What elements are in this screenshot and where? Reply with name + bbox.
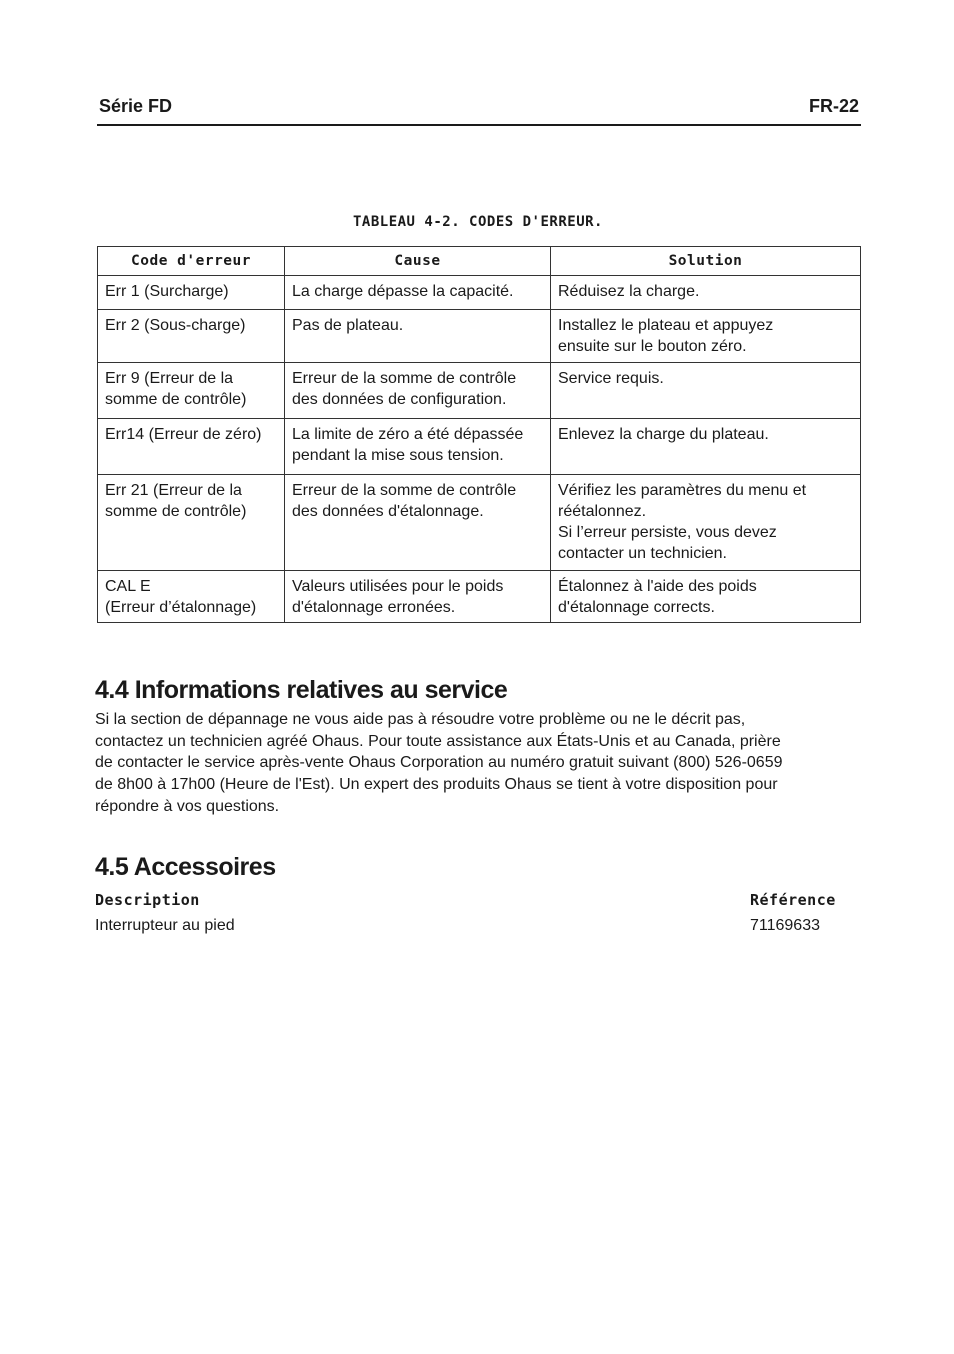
cell-line: Réduisez la charge.: [558, 283, 700, 300]
cell-line: somme de contrôle): [105, 391, 247, 408]
solution-cell: [551, 363, 861, 419]
paragraph-line: de 8h00 à 17h00 (Heure de l'Est). Un expert des produits Ohaus se tient à votre disposition pour: [95, 776, 778, 794]
table-row: [98, 571, 861, 623]
header-solution: Solution: [551, 247, 861, 276]
cell-line: Enlevez la charge du plateau.: [558, 426, 769, 443]
cell-line: Installez le plateau et appuyez: [558, 317, 774, 334]
error-code-cell: [98, 571, 285, 623]
cell-line: Erreur de la somme de contrôle: [292, 370, 517, 387]
cell-line: Service requis.: [558, 370, 664, 387]
cell-line: Vérifiez les paramètres du menu et: [558, 482, 807, 499]
page-header: [97, 96, 861, 126]
cell-line: Étalonnez à l'aide des poids: [558, 578, 757, 595]
cell-line: CAL E: [105, 578, 151, 595]
cause-cell: [285, 571, 551, 623]
cell-line: d'étalonnage erronées.: [292, 599, 456, 616]
header-cause: Cause: [285, 247, 551, 276]
cell-line: Err14 (Erreur de zéro): [105, 426, 262, 443]
cause-cell: [285, 276, 551, 310]
cell-line: Err 2 (Sous-charge): [105, 317, 246, 334]
solution-cell: [551, 276, 861, 310]
cell-line: Err 9 (Erreur de la: [105, 370, 234, 387]
error-code-cell: [98, 276, 285, 310]
section-4-5-title: 4.5 Accessoires: [95, 853, 276, 881]
solution-cell: [551, 419, 861, 475]
error-code-cell: [98, 310, 285, 363]
cell-line: Pas de plateau.: [292, 317, 404, 334]
accessory-reference: 71169633: [750, 917, 820, 934]
table-row: [98, 310, 861, 363]
solution-cell: [551, 571, 861, 623]
cell-line: (Erreur d’étalonnage): [105, 599, 257, 616]
paragraph-line: de contacter le service après-vente Ohaus Corporation au numéro gratuit suivant (800) 526-0659: [95, 754, 783, 772]
cell-line: des données d'étalonnage.: [292, 503, 484, 520]
accessories-reference-header: Référence: [750, 891, 836, 909]
paragraph-line: contactez un technicien agréé Ohaus. Pour toute assistance aux États-Unis et au Canada, prière: [95, 732, 781, 750]
accessories-description-header: Description: [95, 891, 200, 909]
cell-line: Si l’erreur persiste, vous devez: [558, 524, 777, 541]
cell-line: La limite de zéro a été dépassée: [292, 426, 524, 443]
table-row: [98, 475, 861, 571]
paragraph-line: répondre à vos questions.: [95, 797, 280, 815]
error-code-cell: [98, 475, 285, 571]
section-4-4-paragraph: [95, 709, 865, 818]
table-row: [98, 419, 861, 475]
solution-cell: [551, 310, 861, 363]
cell-line: somme de contrôle): [105, 503, 247, 520]
cause-cell: [285, 419, 551, 475]
header-code: Code d'erreur: [98, 247, 285, 276]
solution-cell: [551, 475, 861, 571]
table-header-row: [98, 247, 861, 276]
cell-line: Err 1 (Surcharge): [105, 283, 229, 300]
accessory-description: Interrupteur au pied: [95, 917, 235, 934]
cell-line: contacter un technicien.: [558, 545, 727, 562]
error-code-cell: [98, 419, 285, 475]
cell-line: Err 21 (Erreur de la: [105, 482, 242, 499]
cell-line: des données de configuration.: [292, 391, 507, 408]
paragraph-line: Si la section de dépannage ne vous aide pas à résoudre votre problème ou ne le décrit pas,: [95, 711, 746, 728]
cause-cell: [285, 310, 551, 363]
table-title: TABLEAU 4-2. CODES D'ERREUR.: [352, 214, 603, 230]
error-codes-table: [97, 246, 861, 623]
cell-line: d'étalonnage corrects.: [558, 599, 715, 616]
cell-line: réétalonnez.: [558, 503, 647, 520]
cell-line: Erreur de la somme de contrôle: [292, 482, 517, 499]
cause-cell: [285, 363, 551, 419]
table-row: [98, 276, 861, 310]
table-row: [98, 363, 861, 419]
cell-line: ensuite sur le bouton zéro.: [558, 338, 747, 355]
cell-line: pendant la mise sous tension.: [292, 447, 504, 464]
series-label: Série FD: [99, 96, 173, 116]
error-code-cell: [98, 363, 285, 419]
section-4-4-title: 4.4 Informations relatives au service: [95, 676, 508, 704]
page-number: FR-22: [808, 96, 859, 116]
cell-line: Valeurs utilisées pour le poids: [292, 578, 504, 595]
cause-cell: [285, 475, 551, 571]
cell-line: La charge dépasse la capacité.: [292, 283, 514, 300]
